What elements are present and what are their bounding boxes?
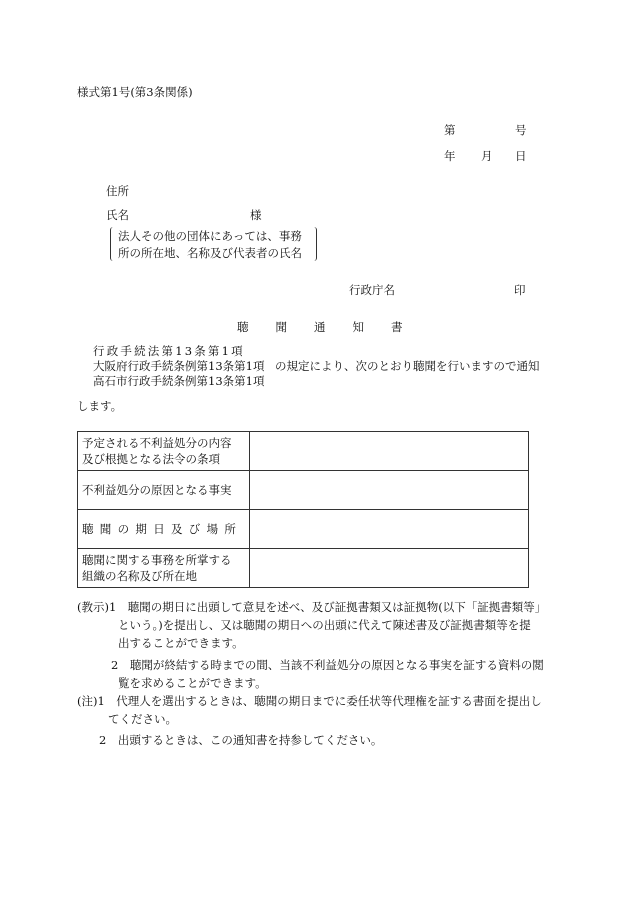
- legal-basis-law: 行政手続法第13条第1項: [93, 344, 245, 358]
- form-number: 様式第1号(第3条関係): [77, 85, 193, 99]
- instruction-2-line2: 覧を求めることができます。: [118, 676, 267, 690]
- row-value[interactable]: [250, 510, 529, 549]
- row-value[interactable]: [250, 549, 529, 588]
- row-value[interactable]: [250, 432, 529, 471]
- row-label-line: 組織の名称及び所在地: [82, 569, 197, 583]
- table-row: [78, 510, 529, 549]
- seal-mark: 印: [514, 283, 526, 297]
- row-label-line: 聴聞に関する事務を所掌する: [82, 553, 232, 567]
- corporation-note-line1: 法人その他の団体にあっては、事務: [118, 229, 302, 243]
- legal-basis-city: 高石市行政手続条例第13条第1項: [93, 374, 265, 388]
- instruction-1-line1: (教示)1 聴聞の期日に出頭して意見を述べ、及び証拠書類又は証拠物(以下「証拠書類等」: [77, 600, 547, 614]
- title-char: 聞: [275, 320, 287, 334]
- title-char: 書: [391, 320, 403, 334]
- corporation-note-line2: 所の所在地、名称及び代表者の氏名: [118, 246, 302, 260]
- legal-basis-end: します。: [77, 399, 123, 413]
- instruction-1-line3: 出することができます。: [118, 636, 244, 650]
- table-row: [78, 432, 529, 471]
- row-label-line: 及び根拠となる法令の条項: [82, 452, 220, 466]
- hearing-details-table: [77, 431, 529, 588]
- row-label: [78, 549, 250, 588]
- legal-basis-prefecture: 大阪府行政手続条例第13条第1項: [93, 359, 265, 373]
- date-year: 年: [444, 149, 456, 163]
- honorific: 様: [250, 208, 262, 222]
- document-number-prefix: 第: [444, 123, 456, 137]
- title-char: 通: [314, 320, 326, 334]
- row-label: [78, 471, 250, 510]
- instruction-2-line1: 2 聴聞が終結する時までの間、当該不利益処分の原因となる事実を証する資料の閲: [111, 658, 544, 672]
- row-label-line: 聴聞の期日及び場所: [82, 522, 243, 536]
- row-label-line: 不利益処分の原因となる事実: [82, 483, 232, 497]
- name-label: 氏名: [106, 208, 129, 222]
- title-char: 聴: [237, 320, 249, 334]
- address-label: 住所: [106, 184, 129, 198]
- agency-name-label: 行政庁名: [349, 283, 395, 297]
- instruction-1-line2: という。)を提出し、又は聴聞の期日への出頭に代えて陳述書及び証拠書類等を提: [118, 618, 531, 632]
- date-day: 日: [515, 149, 527, 163]
- row-label-line: 予定される不利益処分の内容: [82, 436, 232, 450]
- remark-1-line1: (注)1 代理人を選出するときは、聴聞の期日までに委任状等代理権を証する書面を提出し: [77, 694, 542, 708]
- legal-basis-tail: の規定により、次のとおり聴聞を行いますので通知: [275, 359, 540, 373]
- row-label: [78, 510, 250, 549]
- document-number-suffix: 号: [515, 123, 527, 137]
- table-row: [78, 471, 529, 510]
- row-value[interactable]: [250, 471, 529, 510]
- remark-2-line1: 2 出頭するときは、この通知書を持参してください。: [99, 733, 383, 747]
- title-char: 知: [352, 320, 364, 334]
- date-month: 月: [481, 149, 493, 163]
- table-row: [78, 549, 529, 588]
- row-label: [78, 432, 250, 471]
- document-title: [237, 319, 403, 335]
- remark-1-line2: てください。: [108, 712, 177, 726]
